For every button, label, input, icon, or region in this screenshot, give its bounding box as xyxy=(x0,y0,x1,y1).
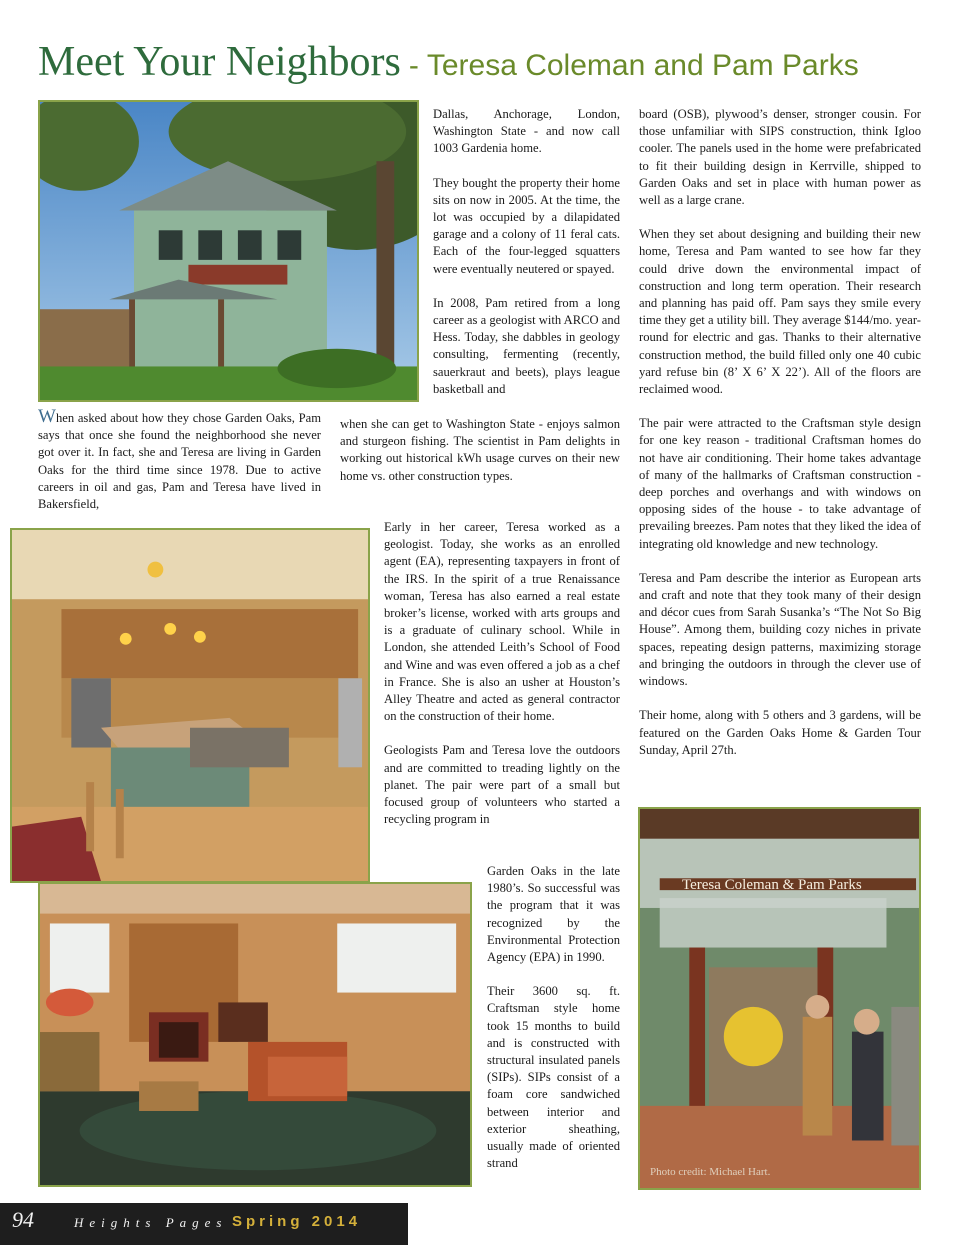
living-room-photo xyxy=(38,882,472,1187)
photo-credit: Photo credit: Michael Hart. xyxy=(650,1166,771,1178)
issue-season: Spring 2014 xyxy=(232,1213,362,1230)
article-column-3 xyxy=(639,106,921,759)
col2a-paragraph-2: They bought the property their home sits on now in 2005. At the time, the lot was occupied by a dilapidated garage and a colony of 11 feral cats. Each of the four-legged squatters were eventually neutered or spayed. xyxy=(433,175,620,276)
portrait-photo xyxy=(638,807,921,1190)
publication-name: Heights Pages xyxy=(74,1215,228,1230)
article-column-1 xyxy=(38,406,321,513)
title-subtitle: Teresa Coleman and Pam Parks xyxy=(426,49,859,82)
col3-paragraph-3: The pair were attracted to the Craftsman style design for one key reason - traditional Craftsman homes do not have air conditioning. Their home takes advantage of many of the hallmarks of Craftsman construction - deep porches and overhangs and with windows on opposing sides of the house - to take advantage of prevailing breezes. Pam notes that they liked the idea of integrating old knowledge and new technology. xyxy=(639,416,921,551)
article-title xyxy=(38,38,859,86)
col3-paragraph-5: Their home, along with 5 others and 3 gardens, will be featured on the Garden Oaks Home & Garden Tour Sunday, April 27th. xyxy=(639,708,921,757)
col3-paragraph-2: When they set about designing and building their new home, Teresa and Pam wanted to see how far they could drive down the environmental impact of construction and long term operation. Their research and planning has paid off. Pam says they smile every time they get a utility bill. They average $144/mo. year-round for electric and gas. Thanks to their alternative construction method, the build filled only one 40 cubic yard refuse bin (8’ X 6’ X 22’). All of the floors are reclaimed wood. xyxy=(639,227,921,397)
title-dash: - xyxy=(408,49,419,82)
kitchen-photo xyxy=(10,528,370,883)
col2b-paragraph-1: when she can get to Washington State - enjoys salmon and sturgeon fishing. The scientist in Pam delights in working out historical kWh usage curves on their new home vs. other construction types. xyxy=(340,417,620,483)
col2c-paragraph-2: Geologists Pam and Teresa love the outdoors and are committed to treading lightly on the planet. The pair were part of a small but focused group of volunteers who started a recycling program in xyxy=(384,743,620,827)
drop-cap: W xyxy=(38,406,56,427)
article-column-2a xyxy=(433,106,620,398)
article-column-2c xyxy=(384,519,620,828)
title-main: Meet Your Neighbors xyxy=(38,39,401,85)
page-number: 94 xyxy=(12,1207,34,1232)
house-exterior-photo xyxy=(38,100,419,402)
col3-paragraph-1: board (OSB), plywood’s denser, stronger cousin. For those unfamiliar with SIPS construction, think Igloo cooler. The panels used in the home were prefabricated to fit their building design in Kerrville, shipped to Garden Oaks and set in place with human power as well as a large crane. xyxy=(639,107,921,208)
col3-paragraph-4: Teresa and Pam describe the interior as European arts and craft and note that they took many of their design and décor cues from Sarah Susanka’s “The Not So Big House”. Among them, building cozy niches in private spaces, repeating design patterns, maximizing storage and bringing the outdoors in through the clever use of windows. xyxy=(639,570,921,689)
col2a-paragraph-3: In 2008, Pam retired from a long career as a geologist with ARCO and Hess. Today, she dabbles in geology consulting, fermenting (recently, sauerkraut and beets), plays league basketball and xyxy=(433,295,620,396)
article-column-2b xyxy=(340,416,620,485)
portrait-caption: Teresa Coleman & Pam Parks xyxy=(682,877,862,893)
col1-paragraph-1: hen asked about how they chose Garden Oaks, Pam says that once she found the neighborhood she never got over it. In fact, she and Teresa are living in Garden Oaks for the third time since 1978. Due to active careers in oil and gas, Pam and Teresa have lived in Bakersfield, xyxy=(38,411,321,512)
col2c-paragraph-1: Early in her career, Teresa worked as a geologist. Today, she works as an enrolled agent (EA), representing taxpayers in front of the IRS. In the spirit of a true Renaissance woman, Teresa has also earned a real estate broker’s license, worked with arts groups and is a graduate of culinary school. While in London, she attended Leith’s School of Food and Wine and was even offered a job as a chef in France. She is also an usher at Houston’s Alley Theatre and acted as general contractor on the construction of their home. xyxy=(384,520,620,724)
article-column-2d xyxy=(487,863,620,1172)
col2a-paragraph-1: Dallas, Anchorage, London, Washington State - and now call 1003 Gardenia home. xyxy=(433,107,620,156)
page-footer xyxy=(0,1203,408,1245)
col2d-paragraph-2: Their 3600 sq. ft. Craftsman style home took 15 months to build and is constructed with structural insulated panels (SIPs). SIPs consist of a foam core sandwiched between interior and exterior sheathing, usually made of oriented strand xyxy=(487,984,620,1171)
col2d-paragraph-1: Garden Oaks in the late 1980’s. So successful was the program that it was recognized by the Environmental Protection Agency (EPA) in 1990. xyxy=(487,864,620,965)
